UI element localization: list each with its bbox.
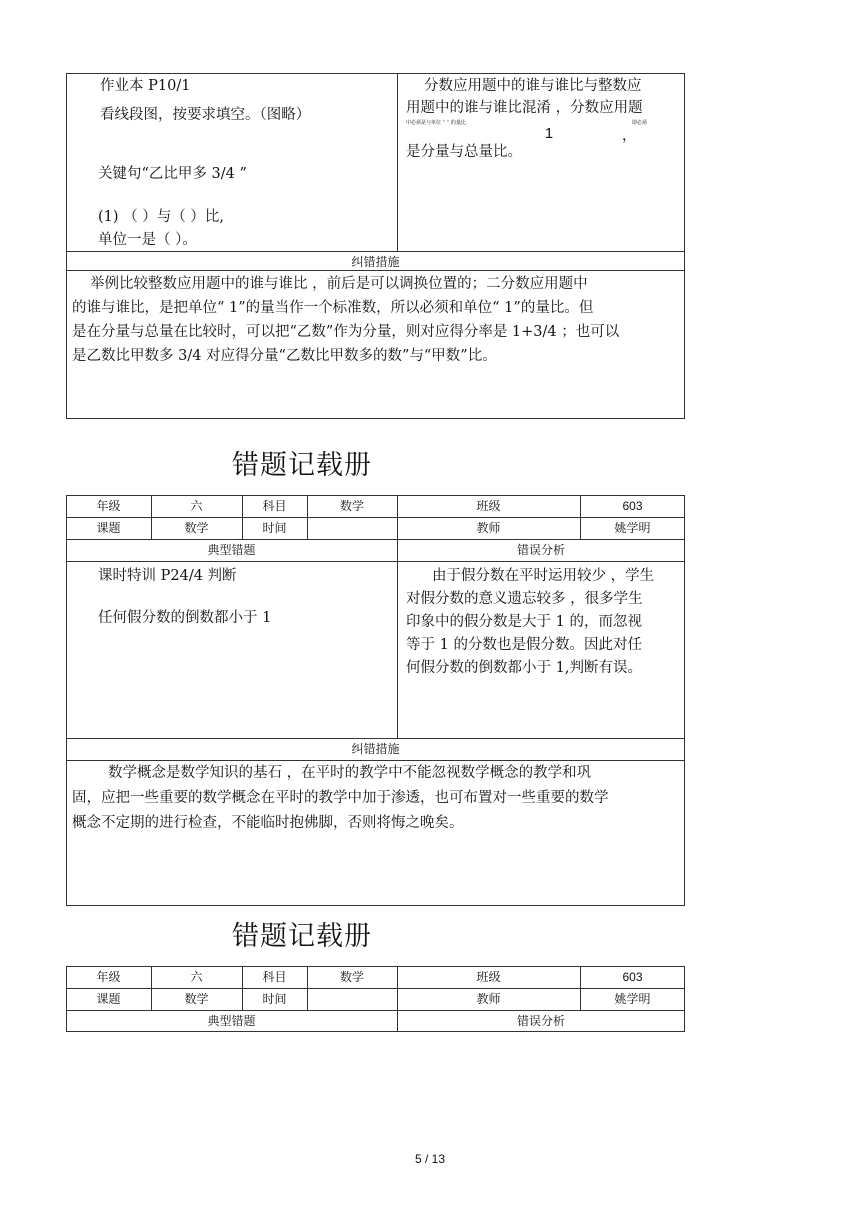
- s2-right-line4: 等于 1 的分数也是假分数。因此对任: [406, 637, 642, 653]
- s2-topic-label: 课题: [96, 521, 121, 535]
- s3-grade-label: 年级: [96, 970, 121, 984]
- s2-analysis-label: 错误分析: [516, 543, 565, 557]
- s1-measure-line1: 举例比较整数应用题中的谁与谁比 ，前后是可以调换位置的；二分数应用题中: [90, 276, 588, 292]
- s2-measure-line2: 固，应把一些重要的数学概念在平时的教学中加于渗透，也可布置对一些重要的数学: [72, 790, 609, 806]
- s3-topic: 数学: [184, 992, 209, 1006]
- record-title: 错题记载册: [232, 450, 372, 481]
- s2-topic: 数学: [184, 521, 209, 535]
- s1-left-line3: 关键句“乙比甲多 3/4 ”: [98, 166, 247, 182]
- s3-analysis-label: 错误分析: [516, 1014, 565, 1028]
- s2-right-line2: 对假分数的意义遗忘较多 ，很多学生: [406, 591, 643, 607]
- s1-left-line5: 单位一是（ ）。: [98, 232, 197, 248]
- s2-rule: [66, 561, 685, 562]
- s3-time-label: 时间: [262, 992, 287, 1006]
- s1-right-line4: 是分量与总量比。: [406, 144, 522, 160]
- s3-teacher-label: 教师: [476, 992, 501, 1006]
- s2-class-label: 班级: [476, 499, 501, 513]
- record-title: 错题记载册: [232, 921, 372, 952]
- section1-divider: [397, 73, 398, 252]
- s3-typical-label: 典型错题: [207, 1014, 256, 1028]
- s2-grade: 六: [190, 499, 203, 513]
- s2-rule: [66, 760, 685, 761]
- s1-measure-label: 纠错措施: [351, 255, 400, 269]
- page-number: 5 / 13: [414, 1152, 446, 1166]
- s1-right-line2: 用题中的谁与谁比混淆 ，分数应用题: [406, 100, 643, 116]
- s1-left-line4: (1) （ ）与（ ）比,: [98, 209, 224, 225]
- s1-measure-line2: 的谁与谁比，是把单位“ 1”的量当作一个标准数，所以必须和单位“ 1”的量比。但: [72, 300, 594, 316]
- s1-left-line2: 看线段图，按要求填空。（图略）: [100, 107, 311, 123]
- s2-left-line1: 课时特训 P24/4 判断: [98, 568, 237, 584]
- s2-class: 603: [622, 499, 643, 513]
- s2-teacher-label: 教师: [476, 521, 501, 535]
- s2-typical-label: 典型错题: [207, 543, 256, 557]
- section1-rule: [66, 270, 685, 271]
- s2-measure-label: 纠错措施: [351, 742, 400, 756]
- s1-right-line1: 分数应用题中的谁与谁比与整数应: [424, 78, 642, 94]
- s1-right-small-a: 中必须是与单位 “ ” 的量比: [406, 120, 466, 126]
- s2-subject: 数学: [339, 499, 364, 513]
- s2-right-line3: 印象中的假分数是大于 1 的，而忽视: [406, 614, 642, 630]
- s1-right-num: 1: [545, 126, 554, 142]
- s2-grade-label: 年级: [96, 499, 121, 513]
- s3-class: 603: [622, 970, 643, 984]
- s2-time-label: 时间: [262, 521, 287, 535]
- s3-class-label: 班级: [476, 970, 501, 984]
- s2-measure-line3: 概念不定期的进行检查，不能临时抱佛脚，否则将悔之晚矣。: [72, 815, 464, 831]
- s3-teacher: 姚学明: [614, 992, 651, 1006]
- s1-measure-line3: 是在分量与总量在比较时，可以把“乙数”作为分量，则对应得分率是 1+3/4 ；也可以: [72, 324, 620, 340]
- s3-subject: 数学: [339, 970, 364, 984]
- s1-right-small-b: 即必须: [632, 120, 648, 126]
- s2-subject-label: 科目: [262, 499, 287, 513]
- s2-measure-line1: 数学概念是数学知识的基石 ，在平时的教学中不能忽视数学概念的教学和巩: [108, 765, 592, 781]
- s2-right-line5: 何假分数的倒数都小于 1,判断有误。: [406, 660, 642, 676]
- s3-topic-label: 课题: [96, 992, 121, 1006]
- s2-left-line2: 任何假分数的倒数都小于 1: [98, 610, 272, 626]
- s1-right-comma: ，: [622, 128, 637, 144]
- s2-right-line1: 由于假分数在平时运用较少 ，学生: [432, 568, 655, 584]
- s3-subject-label: 科目: [262, 970, 287, 984]
- s1-left-line1: 作业本 P10/1: [100, 78, 191, 94]
- s3-grade: 六: [190, 970, 203, 984]
- s1-measure-line4: 是乙数比甲数多 3/4 对应得分量“乙数比甲数多的数”与“甲数”比。: [72, 348, 497, 364]
- s2-teacher: 姚学明: [614, 521, 651, 535]
